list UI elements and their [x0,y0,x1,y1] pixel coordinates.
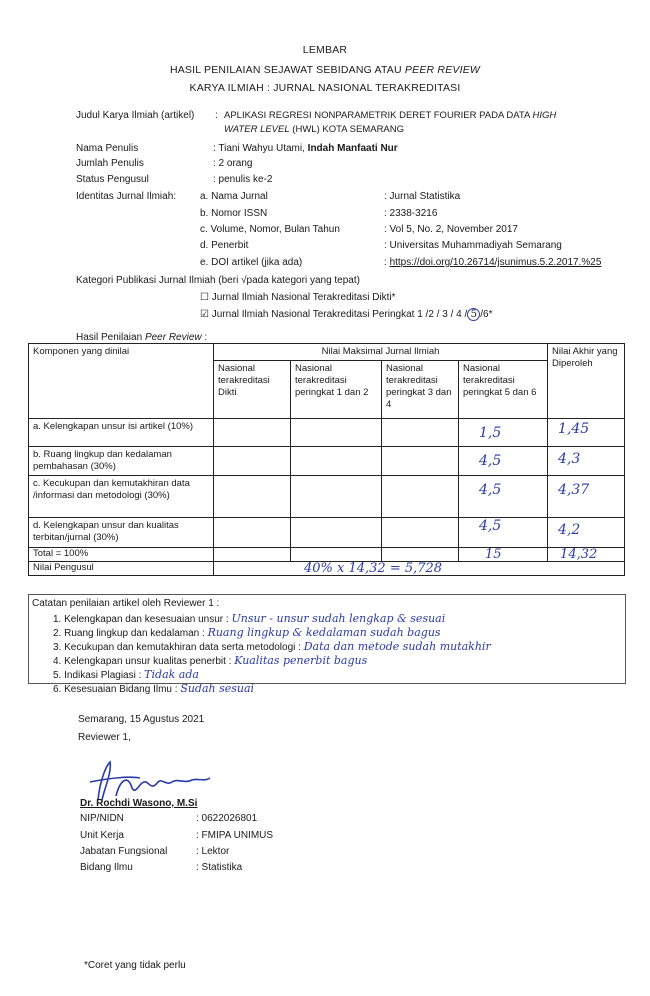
checked-checkbox-icon: ☑ [200,309,209,320]
judul-text-2: (HWL) KOTA SEMARANG [289,124,405,135]
place-date: Semarang, 15 Agustus 2021 [78,714,205,725]
row-a-max56: 1,5 [459,419,548,447]
row-c-max56: 4,5 [459,476,548,518]
cell-empty [382,476,459,518]
pengusul-hand: 40% x 14,32 = 5,728 [214,562,625,576]
jumlah-value: : 2 orang [213,158,253,169]
jabatan-label: Jabatan Fungsional [80,846,168,857]
catatan-item-3-hand: Data dan metode sudah mutakhir [303,640,491,653]
header-subtitle: KARYA ILMIAH : JURNAL NASIONAL TERAKREDITASI [189,82,461,94]
jf-c-value: : Vol 5, No. 2, November 2017 [384,224,518,235]
judul-sep: : [215,110,218,121]
row-c-label: c. Kecukupan dan kemutakhiran data /informasi dan metodologi (30%) [29,476,214,518]
catatan-item-1-label: 1. Kelengkapan dan kesesuaian unsur : [53,614,229,625]
jf-b-value: : 2338-3216 [384,208,438,219]
cell-empty [214,419,291,447]
cell-empty [291,548,382,562]
jf-d-value: : Universitas Muhammadiyah Semarang [384,240,562,251]
pengusul-label: Nilai Pengusul [29,562,214,576]
catatan-item-4 [53,654,367,667]
total-akhir: 14,32 [548,548,625,562]
header-p12: Nasional terakreditasi peringkat 1 dan 2 [291,361,382,419]
bidang-value: : Statistika [196,862,243,873]
jf-e-sep: : [384,257,390,268]
catatan-item-6-hand: Sudah sesuai [180,682,255,695]
status-value: : penulis ke-2 [213,174,273,185]
jumlah-label: Jumlah Penulis [76,158,144,169]
nip-label: NIP/NIDN [80,813,124,824]
catatan-item-6-label: 6. Kesesuaian Bidang Ilmu : [53,684,178,695]
judul-label: Judul Karya Ilmiah (artikel) [76,110,195,121]
catatan-item-3 [53,640,491,653]
row-d-max56: 4,5 [459,518,548,548]
table-row [29,476,625,518]
kategori-option-peringkat-label: Jurnal Ilmiah Nasional Terakreditasi Peringkat 1 /2 / 3 / 4 / [211,309,468,320]
header-nilai-maks: Nilai Maksimal Jurnal Ilmiah [214,344,548,361]
total-label: Total = 100% [29,548,214,562]
catatan-item-2 [53,626,441,639]
nama-label: Nama Penulis [76,143,139,154]
catatan-item-5-label: 5. Indikasi Plagiasi : [53,670,142,681]
reviewer-label: Reviewer 1, [78,732,131,743]
cell-empty [291,476,382,518]
catatan-item-4-label: 4. Kelengkapan unsur kualitas penerbit : [53,656,232,667]
cell-empty [214,548,291,562]
cell-empty [214,518,291,548]
signature-icon [80,760,220,802]
nama-bold: Indah Manfaati Nur [307,143,398,154]
catatan-item-2-hand: Ruang lingkup & kedalaman sudah bagus [207,626,441,639]
jf-b-label: b. Nomor ISSN [200,208,268,219]
header-dikti: Nasional terakreditasi Dikti [214,361,291,419]
total-max56: 15 [459,548,548,562]
header-komponen: Komponen yang dinilai [29,344,214,419]
hasil-label-b: Peer Review [144,332,202,343]
catatan-item-2-label: 2. Ruang lingkup dan kedalaman : [53,628,205,639]
kategori-option-dikti-label: Jurnal Ilmiah Nasional Terakreditasi Dikti* [211,292,396,303]
hasil-label [76,332,207,343]
nama-value [213,143,398,154]
judul-text-wl: WATER LEVEL [224,124,290,135]
cell-empty [382,518,459,548]
cell-empty [382,548,459,562]
reviewer-name: Dr. Rochdi Wasono, M.Si [80,798,198,809]
assessment-table [28,343,625,576]
bidang-label: Bidang Ilmu [80,862,133,873]
hasil-label-c: : [201,332,208,343]
row-b-max56: 4,5 [459,447,548,476]
header-title [0,64,650,76]
empty-checkbox-icon: ☐ [200,292,209,303]
row-b-label: b. Ruang lingkup dan kedalaman pembahasan (30%) [29,447,214,476]
jabatan-value: : Lektor [196,846,230,857]
unit-label: Unit Kerja [80,830,124,841]
table-total-row [29,548,625,562]
catatan-item-1-hand: Unsur - unsur sudah lengkap & sesuai [231,612,446,625]
cell-empty [291,518,382,548]
jf-e-label: e. DOI artikel (jika ada) [200,257,303,268]
identitas-label: Identitas Jurnal Ilmiah: [76,191,177,202]
jf-a-label: a. Nama Jurnal [200,191,268,202]
kategori-label: Kategori Publikasi Jurnal Ilmiah (beri √pada kategori yang tepat) [76,275,360,286]
catatan-title: Catatan penilaian artikel oleh Reviewer 1 : [32,598,220,609]
table-row [29,447,625,476]
header-lembar: LEMBAR [302,44,348,56]
cell-empty [291,419,382,447]
header-nilai-akhir: Nilai Akhir yang Diperoleh [548,344,625,419]
jf-e-value [384,257,601,268]
circled-option-5: 5 [467,308,480,321]
kategori-option-end: /6* [480,309,493,320]
cell-empty [382,447,459,476]
cell-empty [291,447,382,476]
row-d-akhir: 4,2 [548,518,625,548]
unit-value: : FMIPA UNIMUS [196,830,274,841]
cell-empty [382,419,459,447]
row-a-akhir: 1,45 [548,419,625,447]
judul-value-line2 [224,124,404,135]
table-row [29,419,625,447]
row-c-akhir: 4,37 [548,476,625,518]
row-b-akhir: 4,3 [548,447,625,476]
catatan-item-3-label: 3. Kecukupan dan kemutakhiran data serta metodologi : [53,642,301,653]
row-d-label: d. Kelengkapan unsur dan kualitas terbitan/jurnal (30%) [29,518,214,548]
cell-empty [214,447,291,476]
hasil-label-a: Hasil Penilaian [76,332,145,343]
row-a-label: a. Kelengkapan unsur isi artikel (10%) [29,419,214,447]
cell-empty [214,476,291,518]
table-pengusul-row [29,562,625,576]
doi-link[interactable]: https://doi.org/10.26714/jsunimus.5.2.2017.%25 [389,257,602,268]
header-title-text: HASIL PENILAIAN SEJAWAT SEBIDANG ATAU [169,64,405,76]
status-label: Status Pengusul [76,174,149,185]
judul-text-1: APLIKASI REGRESI NONPARAMETRIK DERET FOURIER PADA DATA [224,110,533,121]
catatan-item-1 [53,612,445,625]
kategori-option-peringkat[interactable] [200,308,492,321]
catatan-item-5 [53,668,199,681]
table-row [29,518,625,548]
header-title-peer-review: PEER REVIEW [404,64,481,76]
header-p34: Nasional terakreditasi peringkat 3 dan 4 [382,361,459,419]
catatan-item-4-hand: Kualitas penerbit bagus [234,654,368,667]
jf-a-value: : Jurnal Statistika [384,191,461,202]
table-header-row [29,344,625,361]
catatan-box [28,594,626,695]
nama-text: : Tiani Wahyu Utami, [213,143,308,154]
kategori-option-dikti[interactable] [200,292,396,303]
catatan-item-5-hand: Tidak ada [144,668,199,681]
nip-value: : 0622026801 [196,813,258,824]
jf-c-label: c. Volume, Nomor, Bulan Tahun [200,224,340,235]
jf-d-label: d. Penerbit [200,240,249,251]
header-p56: Nasional terakreditasi peringkat 5 dan 6 [459,361,548,419]
footnote: *Coret yang tidak perlu [84,960,186,971]
catatan-item-6 [53,682,254,695]
judul-value-line1 [224,110,556,121]
judul-text-high: HIGH [532,110,557,121]
